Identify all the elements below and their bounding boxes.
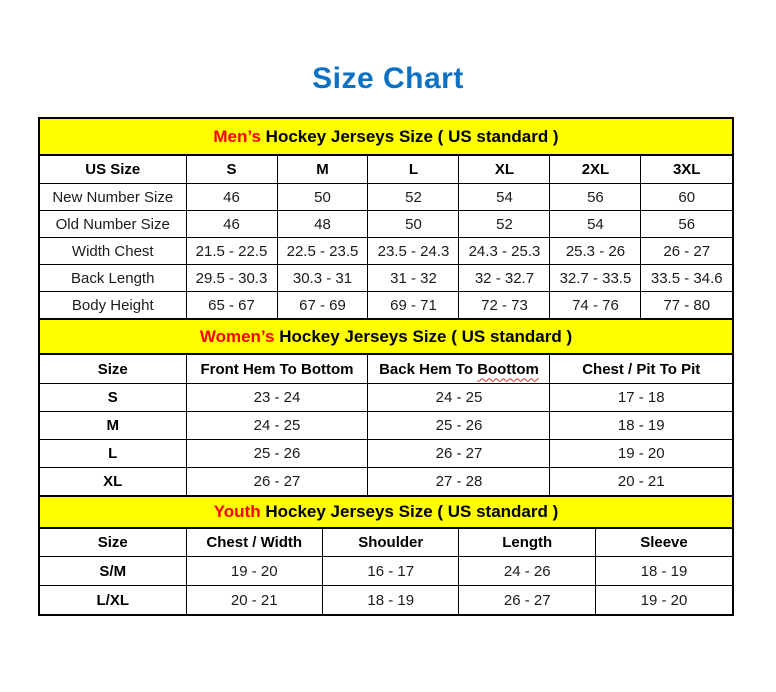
row-label: Back Length [40, 265, 186, 292]
column-header: 2XL [550, 156, 641, 184]
size-cell: 54 [459, 184, 550, 211]
size-cell: 25.3 - 26 [550, 238, 641, 265]
size-cell: 26 - 27 [641, 238, 732, 265]
table-row [40, 211, 732, 238]
size-cell: 21.5 - 22.5 [186, 238, 277, 265]
youth-size-table [40, 529, 732, 614]
table-row [40, 384, 732, 412]
table-row [40, 440, 732, 468]
size-cell: 52 [368, 184, 459, 211]
size-cell: 72 - 73 [459, 292, 550, 319]
column-header: XL [459, 156, 550, 184]
youth-title-rest: Hockey Jerseys Size ( US standard ) [265, 502, 559, 521]
column-header: Size [40, 355, 186, 384]
mens-title-highlight: Men’s [213, 127, 261, 146]
size-cell: 31 - 32 [368, 265, 459, 292]
size-cell: 69 - 71 [368, 292, 459, 319]
womens-size-table [40, 355, 732, 495]
column-header: Sleeve [595, 529, 732, 557]
size-cell: 26 - 27 [368, 440, 550, 468]
misspelled-word: Boottom [477, 360, 539, 378]
size-cell: 24 - 25 [368, 384, 550, 412]
size-cell: 56 [641, 211, 732, 238]
column-header: US Size [40, 156, 186, 184]
table-header-row [40, 529, 732, 557]
row-label: M [40, 412, 186, 440]
size-cell: 65 - 67 [186, 292, 277, 319]
size-cell: 50 [277, 184, 368, 211]
size-cell: 20 - 21 [550, 468, 732, 496]
size-cell: 24.3 - 25.3 [459, 238, 550, 265]
table-row [40, 265, 732, 292]
column-header: Shoulder [322, 529, 458, 557]
column-header: 3XL [641, 156, 732, 184]
size-cell: 48 [277, 211, 368, 238]
column-header: Chest / Pit To Pit [550, 355, 732, 384]
size-cell: 16 - 17 [322, 557, 458, 586]
size-cell: 56 [550, 184, 641, 211]
table-header-row [40, 355, 732, 384]
size-cell: 52 [459, 211, 550, 238]
size-cell: 30.3 - 31 [277, 265, 368, 292]
size-cell: 60 [641, 184, 732, 211]
table-row [40, 412, 732, 440]
size-chart-tables [38, 117, 734, 616]
size-cell: 19 - 20 [550, 440, 732, 468]
size-cell: 25 - 26 [186, 440, 368, 468]
size-cell: 20 - 21 [186, 586, 322, 615]
size-cell: 33.5 - 34.6 [641, 265, 732, 292]
size-cell: 46 [186, 184, 277, 211]
size-cell: 18 - 19 [550, 412, 732, 440]
youth-table-title [40, 495, 732, 529]
size-cell: 54 [550, 211, 641, 238]
size-cell: 23.5 - 24.3 [368, 238, 459, 265]
size-cell: 24 - 26 [459, 557, 595, 586]
table-row [40, 292, 732, 319]
size-cell: 19 - 20 [186, 557, 322, 586]
mens-title-rest: Hockey Jerseys Size ( US standard ) [265, 127, 559, 146]
table-row [40, 468, 732, 496]
youth-title-highlight: Youth [213, 502, 261, 521]
size-cell: 26 - 27 [186, 468, 368, 496]
size-cell: 50 [368, 211, 459, 238]
mens-table-title [40, 119, 732, 156]
size-cell: 23 - 24 [186, 384, 368, 412]
size-cell: 67 - 69 [277, 292, 368, 319]
row-label: L/XL [40, 586, 186, 615]
table-row [40, 557, 732, 586]
size-cell: 32 - 32.7 [459, 265, 550, 292]
column-header: Chest / Width [186, 529, 322, 557]
table-row [40, 184, 732, 211]
row-label: XL [40, 468, 186, 496]
size-cell: 18 - 19 [595, 557, 732, 586]
size-cell: 74 - 76 [550, 292, 641, 319]
row-label: New Number Size [40, 184, 186, 211]
size-cell: 17 - 18 [550, 384, 732, 412]
size-cell: 77 - 80 [641, 292, 732, 319]
size-cell: 26 - 27 [459, 586, 595, 615]
size-cell: 24 - 25 [186, 412, 368, 440]
size-cell: 29.5 - 30.3 [186, 265, 277, 292]
size-cell: 19 - 20 [595, 586, 732, 615]
page-title: Size Chart [312, 62, 464, 95]
column-header: Length [459, 529, 595, 557]
womens-table-title [40, 318, 732, 355]
column-header: L [368, 156, 459, 184]
row-label: L [40, 440, 186, 468]
column-header: Front Hem To Bottom [186, 355, 368, 384]
row-label: Old Number Size [40, 211, 186, 238]
womens-title-rest: Hockey Jerseys Size ( US standard ) [279, 327, 573, 346]
row-label: S [40, 384, 186, 412]
size-cell: 18 - 19 [322, 586, 458, 615]
size-cell: 32.7 - 33.5 [550, 265, 641, 292]
womens-title-highlight: Women’s [199, 327, 275, 346]
column-header: Size [40, 529, 186, 557]
size-cell: 22.5 - 23.5 [277, 238, 368, 265]
row-label: Body Height [40, 292, 186, 319]
size-cell: 27 - 28 [368, 468, 550, 496]
size-cell: 46 [186, 211, 277, 238]
table-header-row [40, 156, 732, 184]
table-row [40, 586, 732, 615]
column-header-misspelled [368, 355, 550, 384]
row-label: Width Chest [40, 238, 186, 265]
column-header: S [186, 156, 277, 184]
column-header: M [277, 156, 368, 184]
table-row [40, 238, 732, 265]
mens-size-table [40, 156, 732, 318]
row-label: S/M [40, 557, 186, 586]
size-cell: 25 - 26 [368, 412, 550, 440]
column-header-prefix: Back Hem To [379, 360, 474, 378]
